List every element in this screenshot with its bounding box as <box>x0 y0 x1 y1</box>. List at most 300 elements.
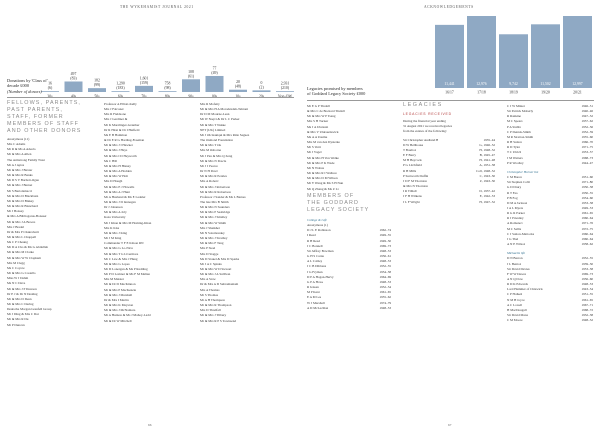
entry-name: M C Spears <box>507 119 523 124</box>
legacies-column <box>403 112 495 205</box>
title-line: MEMBERS OF <box>307 193 355 199</box>
bar <box>499 34 528 88</box>
entry-name: R H Read <box>307 238 321 243</box>
name-entry: Mrs J Sheikhet <box>200 225 220 230</box>
name-entry: Mr S Bertolamacci <box>7 188 33 193</box>
name-year-row <box>403 200 495 205</box>
entry-years: 1953–57 <box>581 150 593 155</box>
entry-name: R T Fea <box>507 190 518 195</box>
entry-name: C P Dennis-Smith <box>507 129 531 134</box>
name-entry: Mr & Mrs J Smalley <box>200 215 228 220</box>
name-entry: Mr & Mrs I D Heyworth <box>104 153 137 158</box>
entry-name: J F H Wilkens <box>403 194 422 199</box>
name-entry: Mr & Mrs D Blackburn <box>7 193 39 198</box>
name-entry: Mr & Mrs J Baxter <box>7 167 33 172</box>
entry-name: Lord Hammer of Chiswick <box>507 287 543 292</box>
name-entry: Mr E G P Tindall <box>307 104 330 108</box>
name-entry: Mr & Mrs G Lo-Nicu <box>104 246 133 251</box>
entry-name: P Surtworth Duffin <box>403 173 429 178</box>
name-entry: Mr & Mrs G Lopes <box>104 261 130 266</box>
name-entry: Mr & Mrs W Holt <box>104 174 129 179</box>
entry-name: P R Woolley <box>507 160 524 165</box>
bar <box>531 24 560 88</box>
bar <box>563 16 592 88</box>
entry-years: 1940–46 <box>581 109 593 114</box>
bar-donor-count: (210) <box>280 86 290 91</box>
page-header-right: ACKNOWLEDGEMENTS <box>424 5 474 9</box>
name-entry: Ms J A Ulutsuzi <box>307 124 329 129</box>
name-entry: Mr & Mrs J McNamara <box>104 308 136 313</box>
rule-line <box>307 100 594 101</box>
bar <box>276 91 294 92</box>
name-entry: Mr & Mrs J P Dawson <box>7 286 37 291</box>
entry-name: J M Waiters <box>507 155 523 160</box>
name-entry: Mr & Mrs J A Sullivan <box>200 272 231 277</box>
donations-chart-caption <box>7 78 48 94</box>
name-entry: Dr J Johanson <box>104 205 123 210</box>
entry-name: W J Marshall <box>307 300 325 305</box>
name-entry: Mr & Mrs W D Stewart <box>200 267 232 271</box>
name-entry: Dr & Mrs A D Subramaniam <box>200 282 239 287</box>
entry-name: R G R Parker <box>507 211 525 216</box>
name-entry: Mr P Duncan <box>7 322 25 327</box>
bar-donor-count: (98) <box>164 86 171 91</box>
entry-name: M C Sallis <box>507 226 522 231</box>
x-tick-label: 20/21 <box>573 90 582 95</box>
entry-name: D J L E Robinson <box>307 228 331 233</box>
entry-years: 1951–60 <box>581 175 593 180</box>
entry-name: D N Barron <box>507 256 523 261</box>
members-column-3 <box>507 104 593 323</box>
legacies-received-heading: LEGACIES RECEIVED <box>403 112 452 116</box>
bar-value-label: 758 <box>164 81 171 86</box>
bar <box>182 79 200 92</box>
donor-column-3 <box>200 102 294 324</box>
entry-years: 1949–50 <box>379 238 391 243</box>
entry-years: 1949–53 <box>581 205 593 210</box>
entry-years: 1947–52 <box>581 114 593 119</box>
right-page <box>300 0 600 431</box>
name-entry: Mr & Mrs L Chappell <box>7 234 36 239</box>
section-title-members <box>307 193 391 214</box>
name-entry: Mr & Mrs R I Wallace <box>307 171 337 176</box>
name-entry: Mr A Husband & Ms E Ladeler <box>104 194 146 199</box>
college-rows <box>307 223 391 311</box>
entry-years: 1958–62 <box>581 242 593 247</box>
name-entry: & Mrs V Ulutsuziswick <box>307 129 339 134</box>
entry-years: 1948–53 <box>379 248 391 253</box>
name-entry: Mr & Mrs H A Moradzadeh-Tehrani <box>200 107 249 112</box>
name-entry: Mrs R Fieldsone <box>104 112 126 117</box>
name-entry: Mrs M Maister <box>104 277 124 282</box>
bar <box>159 91 177 92</box>
entry-years: 1956–61 <box>379 254 391 259</box>
entry-years: 1955–60 <box>581 134 593 139</box>
name-entry: Dr D M Mourne-Lean <box>200 112 230 117</box>
entry-years: H, 1948–52 <box>479 147 495 152</box>
entry-name: G D Drury <box>507 185 522 190</box>
entry-name: Sir Christopher Audland H <box>403 137 439 142</box>
name-entry: Miss W J Dahm <box>7 276 29 281</box>
entry-years: 1969–73 <box>379 243 391 248</box>
name-entry: The Armstrong Family Trust <box>7 157 45 162</box>
entry-years: 1960–64 <box>581 216 593 221</box>
name-entry: Mr & Mrs K Mayston <box>104 303 134 308</box>
entry-name: R Jensen <box>307 285 319 290</box>
name-entry: Mrs K Kiss <box>104 225 120 230</box>
name-entry: Dr E J & Dr N Dealing <box>7 291 38 296</box>
title-line: FELLOWS, PARENTS, <box>7 100 82 106</box>
name-entry: Mr A Hudson & Ms J Mahoy-Ladd <box>104 313 151 318</box>
donor-column-continued <box>307 104 391 192</box>
title-line: LEGACIES <box>403 102 443 108</box>
name-entry: Mr J A C Spinks <box>200 261 222 266</box>
name-entry: Mr & Mrs T Nakke <box>200 122 226 127</box>
name-entry: Ms E B Hammon <box>104 132 128 137</box>
name-entry: Ms N C Dave <box>7 281 26 286</box>
name-entry: Mrs M Osborne <box>200 148 222 153</box>
entry-name: D M A Jackson <box>507 200 528 205</box>
name-entry: Mr & Mrs J I Hawker <box>104 143 133 148</box>
name-entry: Mrs M van den Dysterko <box>307 140 341 145</box>
name-entry: Mr J Vogel <box>307 150 322 155</box>
entry-name: A N Q Dow <box>507 277 523 281</box>
entry-name: A N E Wilson <box>507 242 526 247</box>
entry-name: Sir Patrick Moberly <box>507 109 534 114</box>
entry-name: R D K Edwards <box>507 282 528 287</box>
x-tick-label: 16/17 <box>445 90 454 95</box>
name-entry: Mr & Mrs D Dean <box>7 296 32 301</box>
legacies-chart-caption <box>307 86 365 97</box>
bar-value-label: 77 <box>212 66 217 71</box>
entry-name: C J W Minter <box>507 104 525 108</box>
entry-name: I R Tilhall <box>403 189 417 194</box>
name-entry: Mr & Mrs M Clarke <box>7 250 34 255</box>
name-entry: Mr & Mrs C Dering <box>7 302 34 306</box>
entry-name: E F Berry <box>403 153 417 158</box>
page-header-left: THE WYKEHAMIST JOURNAL 2021 <box>120 5 194 9</box>
name-entry: Mrs J Bradel <box>7 224 25 229</box>
name-entry: Dr R Hirai & Dr I Hatfield <box>104 127 140 132</box>
bar <box>112 91 130 92</box>
name-entry: Mr K Marzlinger-Grauther <box>104 122 140 127</box>
entry-years: 1961–65 <box>581 211 593 216</box>
entry-name: Sir David Davies <box>507 266 530 271</box>
entry-name: Sir David Maxe <box>507 313 529 318</box>
name-entry: Mr & Mrs J Robertson <box>200 184 231 189</box>
name-entry: Mr & Mrs T G Livermore <box>104 251 139 256</box>
bar-value-label: 11,502 <box>540 82 551 86</box>
name-entry: Mr & Mrs A Allen <box>7 152 32 157</box>
entry-name: J G Fryman <box>307 269 323 274</box>
name-entry: Ms C Hill <box>104 158 118 163</box>
name-entry: Mrs J Falconer <box>104 107 124 112</box>
bar-value-label: 1,290 <box>116 81 125 86</box>
name-entry: Deutsche Morgan Grenfell Group <box>7 307 52 312</box>
entry-years: 1951–55 <box>581 292 593 297</box>
entry-years: 1950–58 <box>581 185 593 190</box>
name-entry: Kaza University <box>104 215 126 220</box>
name-entry: Dr & Mrs P Chakrabarti <box>7 229 39 234</box>
name-entry: Mr J M King <box>104 236 122 241</box>
name-entry: Mr & Mrs W P Tsang <box>307 114 336 119</box>
entry-name: C J Sutton-Mattocks <box>507 231 535 236</box>
entry-name: J C B Dibbens <box>307 264 327 269</box>
name-entry: Mr & Mrs W W Clapham <box>7 255 41 260</box>
entry-years: 1969–73 <box>581 271 593 276</box>
name-entry: Mr & Mrs J Marshall <box>104 292 133 297</box>
entry-years: E, 1942–53 <box>479 194 495 199</box>
name-entry: Mrs D Stagge <box>200 251 219 256</box>
entry-name: G H S Carter <box>307 254 325 259</box>
entry-years: 1971–76 <box>581 221 593 226</box>
entry-years: H, 1941–48 <box>479 158 495 163</box>
name-entry: Mr P D Lomnot & Ms F M Malian <box>104 272 151 277</box>
name-entry: Mr N Solomonaky <box>200 230 225 235</box>
entry-years: 1939–50 <box>581 261 593 266</box>
entry-name: D W Bellhouse <box>403 142 424 147</box>
title-line: PAST PARENTS, <box>7 107 63 114</box>
name-entry: Mrs A Stow <box>200 277 216 282</box>
bar-donor-count: (83) <box>70 76 77 81</box>
name-entry: Mr & Mrs W Smith <box>200 220 227 225</box>
bar-donor-count: (6) <box>47 86 53 91</box>
bar-donor-count: (49) <box>211 70 218 75</box>
entry-name: F W W Dawes <box>507 271 527 276</box>
x-tick-label: 80s <box>164 94 171 99</box>
entry-years: 1966–70 <box>581 140 593 145</box>
entry-years: 1964–69 <box>379 274 391 279</box>
bar-donor-count: (183) <box>116 86 125 91</box>
name-entry: Mrs J Gardiner & <box>104 117 128 122</box>
name-entry: The late Mrs B Smith <box>200 199 229 204</box>
bar-value-label: 16 <box>48 81 52 86</box>
name-entry: Mr Q Zhang & Ms Z Li <box>307 186 339 191</box>
entry-years: 1968–73 <box>581 155 593 160</box>
entry-name: Sir Jeffrey Bowman <box>307 248 334 253</box>
x-tick-label: 17/18 <box>477 90 486 95</box>
x-tick-label: 70s <box>141 94 147 99</box>
entry-name: C P Holkett <box>507 292 523 297</box>
entry-name: R H Sutton <box>507 140 522 145</box>
caption-line: Legacies promised by members <box>307 86 363 91</box>
name-entry: Professor A Elliott-Kelly <box>104 102 137 106</box>
entry-years: 1962–74 <box>379 228 391 233</box>
entry-name: J G Thel <box>507 236 519 241</box>
entry-years: 1932–38 <box>581 313 593 318</box>
member-rows <box>507 256 593 323</box>
bar <box>88 88 106 92</box>
entry-years: G, 1946–52 <box>479 142 495 147</box>
bar-value-label: 20 <box>236 80 240 85</box>
entry-years: C, 1943–50 <box>479 173 495 178</box>
college-list <box>307 218 391 311</box>
entry-name: I Reed <box>307 233 316 238</box>
entry-name: A C Lowell <box>507 302 523 307</box>
name-entry: Mrs A Thomas <box>200 287 220 292</box>
entry-years: 1971–75 <box>581 145 593 150</box>
entry-name: Anonymous (1) <box>307 223 328 228</box>
entry-years: 1935–44 <box>483 137 495 142</box>
donor-column-2 <box>104 102 189 324</box>
title-line: AND OTHER DONORS <box>7 128 82 135</box>
entry-name: H MacDougall <box>507 307 527 312</box>
bar-donor-count: (2) <box>259 85 264 90</box>
name-entry: Mr A J Ayres <box>7 162 25 167</box>
entry-years: 1952–55 <box>581 256 593 261</box>
name-entry: Mrs R Mofetty <box>200 102 220 106</box>
name-entry: Mr J Bonsey <box>7 209 24 214</box>
entry-years: 1948–52 <box>581 318 593 323</box>
bar-donor-count: (99) <box>93 83 101 88</box>
entry-years: 1948–53 <box>581 282 593 287</box>
caption-line: Donations by 'Class of' <box>7 78 48 83</box>
entry-years: H, 1947–52 <box>479 199 495 204</box>
x-tick-label: 50s <box>94 94 100 99</box>
name-entry: Mr & Mrs R Thompson <box>200 303 232 308</box>
college-subheading: College & Gift <box>307 218 327 222</box>
entry-years: 1948–53 <box>379 259 391 264</box>
name-entry: Mrs A Roberv <box>200 179 219 184</box>
entry-years: Z, 1943–50 <box>479 178 495 183</box>
entry-name: M P Kent <box>307 290 320 295</box>
name-entry: Mr R & Ms A Adeola <box>7 147 36 152</box>
name-entry: Mr & Mrs R Perales <box>200 174 227 179</box>
entry-name: C M Moore <box>507 318 523 323</box>
name-entry: Mr & Mrs J Tilbury <box>200 313 227 318</box>
entry-years: 1968–72 <box>581 307 593 312</box>
name-entry: Mrs D Hough <box>104 179 123 184</box>
title-line: MEMBERS OF STAFF <box>7 121 80 128</box>
name-entry: Mr J Khan & Mrs M Homing-Khan <box>104 220 152 225</box>
bar-value-label: 9,742 <box>509 82 518 86</box>
entry-name: A L Cobley <box>307 259 323 264</box>
bar <box>206 76 224 92</box>
name-entry: Mrs C Adams <box>7 142 26 147</box>
entry-name: J A L Myers <box>507 205 524 210</box>
entry-name: R H Mills <box>403 168 417 173</box>
name-entry: Mr J Ding & Mrs C Dai <box>7 312 39 317</box>
name-entry: Professor J Sander & Ms L Barnes <box>200 194 246 199</box>
name-entry: Mr & Mrs A Hodden <box>104 169 132 174</box>
name-entry: Mr D A Cho & Ms G Abdullah <box>7 245 48 250</box>
bar-value-label: 182 <box>94 78 100 83</box>
entry-years: B, 1945–47 <box>479 153 495 158</box>
bar-value-label: 2,931 <box>280 81 290 86</box>
bar <box>435 25 464 88</box>
entry-name: J D F M Thornton <box>403 178 427 183</box>
bar-value-label: 12,997 <box>572 82 583 86</box>
x-tick-label: 18/19 <box>509 90 518 95</box>
entry-years: 1955–62 <box>379 295 391 300</box>
name-entry: Mr & Mrs J King <box>104 230 128 235</box>
entry-years: 1948–53 <box>379 279 391 284</box>
entry-years: 1950–55 <box>581 190 593 195</box>
x-tick-label: 19/20 <box>541 90 550 95</box>
entry-name: J L Benton <box>507 261 522 266</box>
entry-years: 1961–65 <box>581 297 593 302</box>
name-entry: Mr & Mrs J D Iannagan <box>104 199 136 204</box>
name-entry: Mr & Mrs H Hisnay <box>104 163 131 168</box>
members-subheading: Michaelis life <box>507 251 526 256</box>
name-entry: NPT (UK) Limited <box>200 127 226 132</box>
name-entry: Mr & Mrs P Seabridge <box>200 210 231 215</box>
bar <box>65 81 83 92</box>
entry-name: P A Stubbs <box>507 124 522 129</box>
entry-name: M H Heycock <box>403 158 422 163</box>
entry-name: T Boulton <box>403 147 417 152</box>
x-tick-label: 00s <box>211 94 218 99</box>
name-entry: Mr & Mrs E J Howells <box>104 184 135 189</box>
name-entry: Mr & Mrs J Stradley <box>200 236 228 241</box>
entry-name: M R Stratton-Smith <box>507 134 534 139</box>
legacies-intro-line: During the financial year ending <box>403 119 446 124</box>
entry-name: P G Litchfield <box>403 163 422 168</box>
entry-years: 1967–71 <box>581 302 593 307</box>
name-entry: Mr D S V Bartlett-Ogan <box>7 178 39 183</box>
name-entry: Mr J J Pearce <box>200 163 218 168</box>
legacies-intro-line: from the estates of the following: <box>403 129 447 134</box>
bar <box>253 90 271 92</box>
name-entry: Mr & Dr W Mitchell <box>104 318 132 323</box>
section-title-legacies <box>403 102 493 109</box>
entry-name: P B Fog <box>507 195 518 200</box>
name-entry: Mr D Lonergan & Ms P Redding <box>104 267 148 271</box>
entry-name: T C Ulrich <box>507 150 522 155</box>
name-entry: Mr & Mrs P MacKenzie <box>104 287 137 292</box>
members-subheading: Christopher Horner list <box>507 169 539 174</box>
name-entry: Ms C Coyote <box>7 265 25 270</box>
entry-years: 1971–80 <box>581 180 593 185</box>
name-year-row <box>307 306 391 311</box>
name-entry: Mrs D Threlfall <box>200 308 221 313</box>
entry-years: 1948–53 <box>379 305 391 310</box>
entry-years: D, 1937–42 <box>479 189 495 194</box>
name-entry: Mrs M Clegg <box>7 260 25 265</box>
entry-years: 1949–55 <box>379 233 391 238</box>
name-entry: Dr N H Perel <box>200 169 218 174</box>
name-entry: Mrs S H Tucker <box>307 119 329 124</box>
bar <box>229 90 247 92</box>
name-entry: Mr Y Wang & Ms S H Nun <box>307 181 344 186</box>
name-entry: Mr S Verti <box>307 145 321 150</box>
entry-name: D P A Hogan-Hervy <box>307 274 334 279</box>
name-entry: Mr & Mrs R Robertson <box>200 189 231 194</box>
name-entry: & Mrs A Bibliogarus-Bonaser <box>7 214 47 219</box>
entry-name: C M Baron <box>507 175 522 180</box>
name-entry: Mr & Mrs J A Bowes <box>7 219 36 224</box>
bar-value-label: 1,601 <box>139 76 149 81</box>
name-entry: Ms A A Usumu <box>307 134 328 139</box>
name-entry: Mr & Mrs N Peacle <box>200 158 227 163</box>
entry-name: J C Bonnell <box>307 243 323 248</box>
section-title-donors <box>7 100 92 135</box>
entry-name: R J Priestley <box>507 216 524 221</box>
name-entry: Mr C Law & Mrs J Hung <box>104 256 138 261</box>
entry-years: 1952–55 <box>379 264 391 269</box>
entry-years: Coll, 1948–52 <box>476 168 495 173</box>
entry-years: 1953–58 <box>581 266 593 271</box>
title-line: STAFF, FORMER <box>7 114 64 121</box>
bar-value-label: 497 <box>70 71 77 76</box>
name-entry: Mr & Mrs T Ou <box>200 143 222 148</box>
entry-years: 1952–59 <box>581 129 593 134</box>
entry-name: R Rankine <box>507 114 522 119</box>
name-entry: Ms D Stokel & Mrs D Sparks <box>200 256 240 261</box>
member-rows <box>507 175 593 247</box>
bar-donor-count: (159) <box>139 80 149 85</box>
entry-name: A D McLachlan <box>307 305 329 310</box>
